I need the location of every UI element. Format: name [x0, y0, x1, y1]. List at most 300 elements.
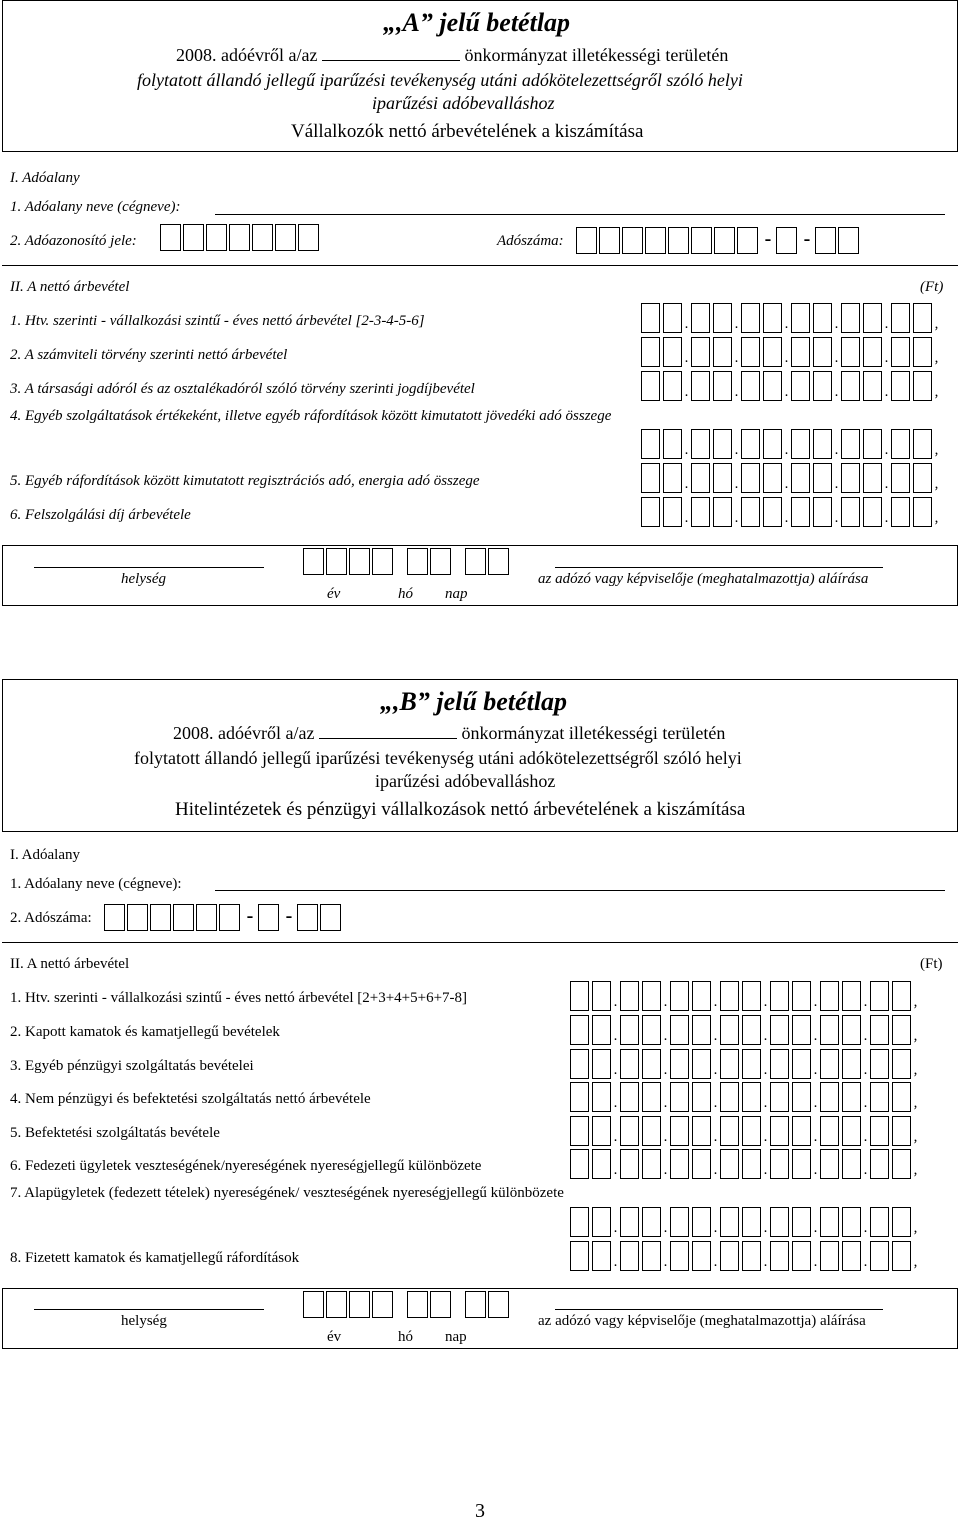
digit-box[interactable] [663, 463, 682, 493]
digit-box[interactable] [570, 1049, 589, 1079]
char-box[interactable] [206, 224, 227, 251]
digit-box[interactable] [692, 1207, 711, 1237]
digit-box[interactable] [570, 1015, 589, 1045]
digit-box[interactable] [570, 1207, 589, 1237]
digit-box[interactable] [741, 463, 760, 493]
digit-box[interactable] [642, 1241, 661, 1271]
sheet-b-taxnum-label: 2. Adószáma: [10, 910, 92, 926]
digit-box[interactable] [770, 1049, 789, 1079]
amount-field[interactable] [641, 497, 941, 527]
char-box[interactable] [298, 224, 319, 251]
digit-box[interactable] [592, 981, 611, 1011]
char-box[interactable] [714, 227, 735, 254]
digit-box[interactable] [891, 337, 910, 367]
digit-box[interactable] [770, 1207, 789, 1237]
dot-separator: . [663, 994, 668, 1010]
digit-box[interactable] [720, 1207, 739, 1237]
date-box[interactable] [407, 1291, 428, 1318]
digit-box[interactable] [813, 463, 832, 493]
digit-box[interactable] [620, 1149, 639, 1179]
sheet-a-taxnum-boxes[interactable] [576, 224, 859, 254]
digit-box[interactable] [770, 981, 789, 1011]
digit-box[interactable] [570, 1082, 589, 1112]
digit-box[interactable] [763, 303, 782, 333]
digit-box[interactable] [742, 1207, 761, 1237]
digit-box[interactable] [863, 303, 882, 333]
digit-box[interactable] [820, 981, 839, 1011]
dot-separator: . [763, 1162, 768, 1178]
digit-box[interactable] [642, 1149, 661, 1179]
digit-box[interactable] [691, 337, 710, 367]
digit-box[interactable] [863, 337, 882, 367]
comma-separator: , [934, 510, 939, 526]
sheet-a-intro-line3: iparűzési adóbevalláshoz [372, 93, 555, 113]
digit-box[interactable] [741, 303, 760, 333]
digit-box[interactable] [592, 1082, 611, 1112]
sheet-a-unit: (Ft) [920, 279, 944, 295]
amount-field[interactable] [570, 1149, 920, 1179]
digit-box[interactable] [770, 1149, 789, 1179]
digit-box[interactable] [692, 981, 711, 1011]
digit-box[interactable] [620, 1116, 639, 1146]
digit-box[interactable] [842, 981, 861, 1011]
digit-box[interactable] [663, 303, 682, 333]
dash-separator: - [764, 228, 772, 250]
sheet-a-name-field[interactable] [215, 214, 945, 215]
char-box[interactable] [183, 224, 204, 251]
sheet-b-date-boxes[interactable] [303, 1291, 509, 1318]
sheet-a-intro-line2: folytatott állandó jellegű iparűzési tevékenység utáni adókötelezettségről szóló helyi [137, 70, 743, 90]
digit-box[interactable] [892, 1082, 911, 1112]
sheet-b-section-2: II. A nettó árbevétel [10, 956, 130, 972]
date-box[interactable] [326, 548, 347, 575]
digit-box[interactable] [841, 371, 860, 401]
digit-box[interactable] [720, 981, 739, 1011]
digit-box[interactable] [592, 1207, 611, 1237]
char-box[interactable] [150, 904, 171, 931]
char-box[interactable] [252, 224, 273, 251]
char-box[interactable] [160, 224, 181, 251]
digit-box[interactable] [620, 1049, 639, 1079]
digit-box[interactable] [641, 303, 660, 333]
digit-box[interactable] [570, 981, 589, 1011]
digit-box[interactable] [870, 981, 889, 1011]
sheet-b-title: „,B” jelű betétlap [380, 687, 568, 716]
digit-box[interactable] [642, 1082, 661, 1112]
amount-field[interactable] [641, 429, 941, 459]
digit-box[interactable] [770, 1116, 789, 1146]
digit-box[interactable] [842, 1149, 861, 1179]
dot-separator: . [613, 994, 618, 1010]
digit-box[interactable] [691, 429, 710, 459]
digit-box[interactable] [742, 1241, 761, 1271]
date-box[interactable] [303, 1291, 324, 1318]
digit-box[interactable] [820, 1241, 839, 1271]
dot-separator: . [813, 1162, 818, 1178]
digit-box[interactable] [741, 497, 760, 527]
dot-separator: . [713, 1254, 718, 1270]
char-box[interactable] [104, 904, 125, 931]
digit-box[interactable] [913, 337, 932, 367]
date-box[interactable] [349, 1291, 370, 1318]
sheet-b-place-line[interactable] [34, 1309, 264, 1310]
digit-box[interactable] [763, 337, 782, 367]
digit-box[interactable] [892, 1049, 911, 1079]
amount-field[interactable] [570, 1207, 920, 1237]
digit-box[interactable] [792, 1149, 811, 1179]
digit-box[interactable] [713, 337, 732, 367]
digit-box[interactable] [770, 1241, 789, 1271]
char-box[interactable] [815, 227, 836, 254]
digit-box[interactable] [641, 371, 660, 401]
digit-box[interactable] [913, 497, 932, 527]
amount-field[interactable] [641, 463, 941, 493]
digit-box[interactable] [820, 1116, 839, 1146]
digit-box[interactable] [841, 337, 860, 367]
char-box[interactable] [737, 227, 758, 254]
amount-field[interactable] [570, 1116, 920, 1146]
char-box[interactable] [599, 227, 620, 254]
digit-box[interactable] [863, 463, 882, 493]
digit-box[interactable] [620, 1082, 639, 1112]
digit-box[interactable] [570, 1116, 589, 1146]
date-box[interactable] [326, 1291, 347, 1318]
digit-box[interactable] [592, 1149, 611, 1179]
date-box[interactable] [407, 548, 428, 575]
digit-box[interactable] [741, 429, 760, 459]
digit-box[interactable] [770, 1082, 789, 1112]
amount-field[interactable] [570, 1015, 920, 1045]
digit-box[interactable] [720, 1241, 739, 1271]
dot-separator: . [863, 1254, 868, 1270]
dash-separator: - [803, 228, 811, 250]
digit-box[interactable] [663, 371, 682, 401]
amount-field[interactable] [641, 337, 941, 367]
digit-box[interactable] [891, 463, 910, 493]
char-box[interactable] [297, 904, 318, 931]
digit-box[interactable] [691, 371, 710, 401]
digit-box[interactable] [670, 1082, 689, 1112]
sheet-b-municipality-field[interactable] [319, 738, 457, 739]
digit-box[interactable] [863, 371, 882, 401]
digit-box[interactable] [570, 1241, 589, 1271]
sheet-a-taxid-boxes[interactable] [160, 224, 319, 251]
digit-box[interactable] [842, 1015, 861, 1045]
comma-separator: , [913, 1129, 918, 1145]
digit-box[interactable] [641, 463, 660, 493]
digit-box[interactable] [642, 981, 661, 1011]
digit-box[interactable] [670, 1116, 689, 1146]
char-box[interactable] [196, 904, 217, 931]
digit-box[interactable] [663, 337, 682, 367]
digit-box[interactable] [692, 1049, 711, 1079]
sheet-a-row-2: 2. A számviteli törvény szerinti nettó árbevétel [10, 347, 288, 363]
digit-box[interactable] [691, 497, 710, 527]
dot-separator: . [834, 476, 839, 492]
digit-box[interactable] [692, 1015, 711, 1045]
amount-field[interactable] [641, 303, 941, 333]
digit-box[interactable] [620, 1207, 639, 1237]
digit-box[interactable] [763, 497, 782, 527]
digit-box[interactable] [870, 1116, 889, 1146]
digit-box[interactable] [592, 1116, 611, 1146]
digit-box[interactable] [813, 429, 832, 459]
date-box[interactable] [465, 1291, 486, 1318]
digit-box[interactable] [742, 1149, 761, 1179]
digit-box[interactable] [592, 1049, 611, 1079]
date-box[interactable] [303, 548, 324, 575]
sheet-b-section-1: I. Adóalany [10, 847, 80, 863]
date-box[interactable] [488, 548, 509, 575]
date-box[interactable] [488, 1291, 509, 1318]
digit-box[interactable] [692, 1116, 711, 1146]
digit-box[interactable] [792, 1241, 811, 1271]
sheet-a-row-1: 1. Htv. szerinti - vállalkozási szintű - éves nettó árbevétel [2-3-4-5-6] [10, 313, 425, 329]
digit-box[interactable] [692, 1149, 711, 1179]
sheet-b-row-2: 2. Kapott kamatok és kamatjellegű bevételek [10, 1024, 280, 1040]
digit-box[interactable] [670, 1241, 689, 1271]
digit-box[interactable] [713, 463, 732, 493]
date-box[interactable] [465, 548, 486, 575]
date-box[interactable] [430, 548, 451, 575]
digit-box[interactable] [792, 1207, 811, 1237]
digit-box[interactable] [720, 1082, 739, 1112]
digit-box[interactable] [641, 429, 660, 459]
date-box[interactable] [372, 1291, 393, 1318]
digit-box[interactable] [791, 429, 810, 459]
digit-box[interactable] [792, 981, 811, 1011]
dash-separator: - [246, 905, 254, 927]
dot-separator: . [813, 1254, 818, 1270]
comma-separator: , [934, 316, 939, 332]
digit-box[interactable] [742, 1082, 761, 1112]
digit-box[interactable] [763, 371, 782, 401]
digit-box[interactable] [842, 1082, 861, 1112]
char-box[interactable] [229, 224, 250, 251]
digit-box[interactable] [791, 497, 810, 527]
digit-box[interactable] [841, 497, 860, 527]
digit-box[interactable] [891, 303, 910, 333]
sheet-a-section-2: II. A nettó árbevétel [10, 279, 130, 295]
date-box[interactable] [349, 548, 370, 575]
digit-box[interactable] [670, 1049, 689, 1079]
date-box[interactable] [430, 1291, 451, 1318]
digit-box[interactable] [820, 1149, 839, 1179]
digit-box[interactable] [692, 1241, 711, 1271]
digit-box[interactable] [742, 1116, 761, 1146]
digit-box[interactable] [620, 1015, 639, 1045]
dot-separator: . [784, 476, 789, 492]
digit-box[interactable] [713, 429, 732, 459]
digit-box[interactable] [742, 981, 761, 1011]
digit-box[interactable] [791, 371, 810, 401]
digit-box[interactable] [820, 1049, 839, 1079]
digit-box[interactable] [892, 1149, 911, 1179]
sheet-a-taxnum-label: Adószáma: [497, 233, 564, 249]
digit-box[interactable] [820, 1015, 839, 1045]
char-box[interactable] [645, 227, 666, 254]
sheet-a-intro-line1 [176, 45, 728, 66]
digit-box[interactable] [892, 981, 911, 1011]
digit-box[interactable] [870, 1149, 889, 1179]
char-box[interactable] [275, 224, 296, 251]
digit-box[interactable] [842, 1241, 861, 1271]
digit-box[interactable] [620, 981, 639, 1011]
dot-separator: . [613, 1062, 618, 1078]
digit-box[interactable] [670, 981, 689, 1011]
char-box[interactable] [691, 227, 712, 254]
char-box[interactable] [219, 904, 240, 931]
digit-box[interactable] [892, 1015, 911, 1045]
sheet-a-date-boxes[interactable] [303, 548, 509, 575]
digit-box[interactable] [642, 1207, 661, 1237]
digit-box[interactable] [841, 463, 860, 493]
digit-box[interactable] [642, 1049, 661, 1079]
amount-field[interactable] [570, 981, 920, 1011]
dot-separator: . [863, 1062, 868, 1078]
digit-box[interactable] [813, 371, 832, 401]
digit-box[interactable] [670, 1149, 689, 1179]
digit-box[interactable] [913, 429, 932, 459]
digit-box[interactable] [870, 1082, 889, 1112]
digit-box[interactable] [841, 303, 860, 333]
digit-box[interactable] [670, 1207, 689, 1237]
digit-box[interactable] [763, 463, 782, 493]
digit-box[interactable] [842, 1116, 861, 1146]
digit-box[interactable] [813, 337, 832, 367]
digit-box[interactable] [870, 1241, 889, 1271]
digit-box[interactable] [720, 1015, 739, 1045]
char-box[interactable] [838, 227, 859, 254]
digit-box[interactable] [770, 1015, 789, 1045]
digit-box[interactable] [892, 1207, 911, 1237]
comma-separator: , [913, 1062, 918, 1078]
digit-box[interactable] [863, 497, 882, 527]
digit-box[interactable] [792, 1082, 811, 1112]
digit-box[interactable] [713, 497, 732, 527]
amount-field[interactable] [570, 1241, 920, 1271]
digit-box[interactable] [792, 1116, 811, 1146]
digit-box[interactable] [642, 1116, 661, 1146]
amount-field[interactable] [570, 1049, 920, 1079]
dot-separator: . [734, 384, 739, 400]
dot-separator: . [784, 350, 789, 366]
digit-box[interactable] [891, 429, 910, 459]
digit-box[interactable] [870, 1015, 889, 1045]
digit-box[interactable] [570, 1149, 589, 1179]
dot-separator: . [713, 1162, 718, 1178]
digit-box[interactable] [870, 1207, 889, 1237]
digit-box[interactable] [791, 463, 810, 493]
sheet-a-subtitle: Vállalkozók nettó árbevételének a kiszámítása [291, 121, 644, 142]
digit-box[interactable] [592, 1241, 611, 1271]
dot-separator: . [684, 510, 689, 526]
sheet-b-name-field[interactable] [215, 890, 945, 891]
char-box[interactable] [173, 904, 194, 931]
digit-box[interactable] [813, 303, 832, 333]
digit-box[interactable] [842, 1049, 861, 1079]
digit-box[interactable] [820, 1207, 839, 1237]
dot-separator: . [763, 1028, 768, 1044]
digit-box[interactable] [913, 371, 932, 401]
digit-box[interactable] [691, 303, 710, 333]
digit-box[interactable] [913, 463, 932, 493]
digit-box[interactable] [813, 497, 832, 527]
digit-box[interactable] [741, 337, 760, 367]
digit-box[interactable] [642, 1015, 661, 1045]
digit-box[interactable] [720, 1116, 739, 1146]
digit-box[interactable] [670, 1015, 689, 1045]
char-box[interactable] [776, 227, 797, 254]
digit-box[interactable] [791, 303, 810, 333]
sheet-a-signature-line[interactable] [555, 567, 883, 568]
digit-box[interactable] [892, 1116, 911, 1146]
digit-box[interactable] [742, 1049, 761, 1079]
sheet-a-municipality-field[interactable] [322, 60, 460, 61]
digit-box[interactable] [720, 1149, 739, 1179]
digit-box[interactable] [763, 429, 782, 459]
char-box[interactable] [576, 227, 597, 254]
digit-box[interactable] [713, 371, 732, 401]
digit-box[interactable] [792, 1015, 811, 1045]
digit-box[interactable] [663, 497, 682, 527]
digit-box[interactable] [792, 1049, 811, 1079]
digit-box[interactable] [891, 371, 910, 401]
digit-box[interactable] [891, 497, 910, 527]
date-box[interactable] [372, 548, 393, 575]
digit-box[interactable] [913, 303, 932, 333]
digit-box[interactable] [791, 337, 810, 367]
digit-box[interactable] [742, 1015, 761, 1045]
dot-separator: . [684, 350, 689, 366]
dot-separator: . [663, 1254, 668, 1270]
digit-box[interactable] [691, 463, 710, 493]
digit-box[interactable] [641, 497, 660, 527]
sheet-b-place-label: helység [121, 1313, 167, 1329]
dot-separator: . [884, 510, 889, 526]
digit-box[interactable] [592, 1015, 611, 1045]
digit-box[interactable] [620, 1241, 639, 1271]
digit-box[interactable] [870, 1049, 889, 1079]
sheet-b-signature-line[interactable] [555, 1309, 883, 1310]
sheet-a-place-line[interactable] [34, 567, 264, 568]
amount-field[interactable] [641, 371, 941, 401]
digit-box[interactable] [820, 1082, 839, 1112]
amount-field[interactable] [570, 1082, 920, 1112]
char-box[interactable] [668, 227, 689, 254]
char-box[interactable] [258, 904, 279, 931]
digit-box[interactable] [741, 371, 760, 401]
digit-box[interactable] [713, 303, 732, 333]
dot-separator: . [763, 1129, 768, 1145]
digit-box[interactable] [641, 337, 660, 367]
digit-box[interactable] [663, 429, 682, 459]
digit-box[interactable] [720, 1049, 739, 1079]
sheet-b-taxnum-boxes[interactable] [104, 901, 341, 931]
digit-box[interactable] [841, 429, 860, 459]
char-box[interactable] [127, 904, 148, 931]
char-box[interactable] [320, 904, 341, 931]
char-box[interactable] [622, 227, 643, 254]
digit-box[interactable] [842, 1207, 861, 1237]
sheet-b-row-3: 3. Egyéb pénzügyi szolgáltatás bevételei [10, 1058, 254, 1074]
comma-separator: , [934, 442, 939, 458]
sheet-a-section-1: I. Adóalany [10, 170, 80, 186]
digit-box[interactable] [892, 1241, 911, 1271]
digit-box[interactable] [863, 429, 882, 459]
digit-box[interactable] [692, 1082, 711, 1112]
sheet-a-intro-municipality: önkormányzat illetékességi területén [464, 45, 729, 65]
